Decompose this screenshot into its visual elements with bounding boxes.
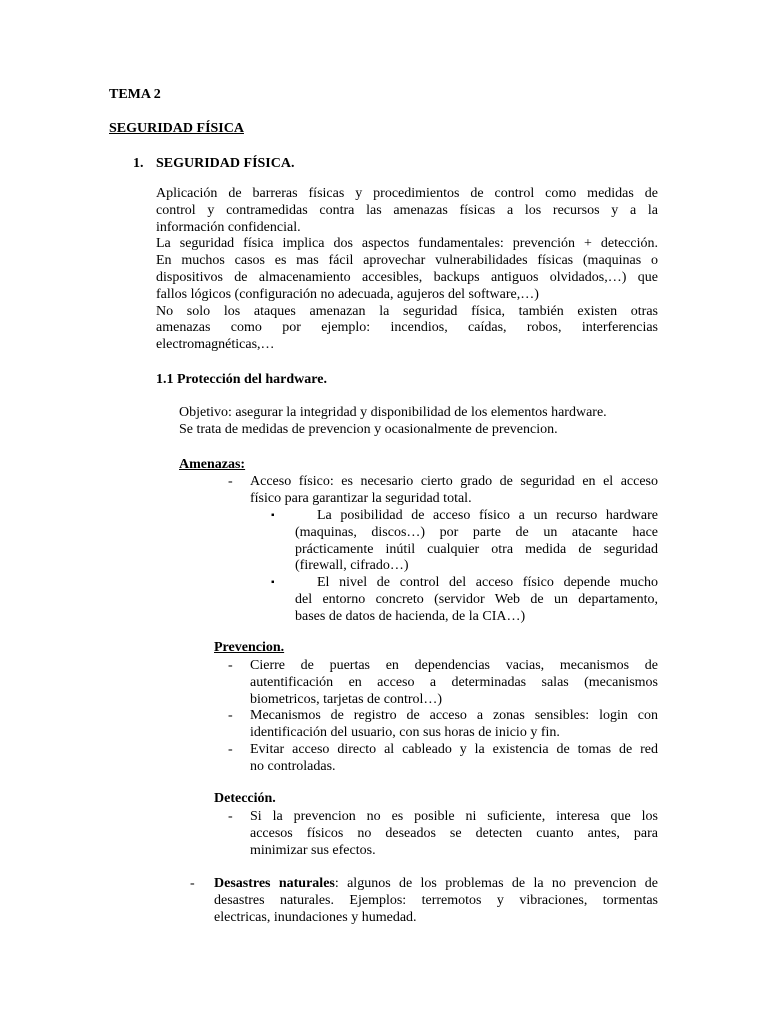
intro-line: amenazas como por ejemplo: incendios, caídas, robos, interferencias [156,320,658,336]
list-line: prácticamente inútil cualquier otra medida de seguridad [295,541,658,557]
prevencion-item-2 [250,708,658,742]
list-line: (maquinas, discos…) por parte de un atacante hace [295,524,658,540]
section-1-1-heading: 1.1 Protección del hardware. [156,372,327,387]
intro-paragraph [156,186,658,354]
amenazas-subitem-1 [295,508,658,575]
list-line [214,876,658,893]
list-line: Acceso físico: es necesario cierto grado de seguridad en el acceso [250,474,658,489]
list-line: no controladas. [250,758,336,774]
list-line: desastres naturales. Ejemplos: terremotos y vibraciones, tormentas [214,892,658,908]
list-line: electricas, inundaciones y humedad. [214,909,417,925]
dash-bullet: - [228,708,233,723]
list-line: La posibilidad de acceso físico a un recurso hardware [317,508,658,523]
dash-bullet: - [228,809,233,824]
deteccion-heading: Detección. [214,791,276,806]
intro-line: control y contramedidas contra las amenazas físicas a los recursos y a la [156,202,658,218]
prevencion-heading: Prevencion. [214,640,285,655]
list-line: Cierre de puertas en dependencias vacias, mecanismos de [250,658,658,673]
intro-line: En muchos casos es mas fácil aprovechar vulnerabilidades físicas (maquinas o [156,253,658,269]
list-line: autentificación en acceso a determinadas salas (mecanismos [250,674,658,690]
list-line: Si la prevencion no es posible ni suficiente, interesa que los [250,809,658,824]
list-line: Mecanismos de registro de acceso a zonas sensibles: login con [250,708,658,723]
list-line: del entorno concreto (servidor Web de un departamento, [295,591,658,607]
objective-line: Objetivo: asegurar la integridad y disponibilidad de los elementos hardware. [179,405,607,420]
objective-paragraph [179,405,607,439]
square-bullet: ▪ [271,577,275,588]
prevencion-item-3 [250,742,658,776]
section-1-number: 1. [133,156,144,171]
intro-line: dispositivos de almacenamiento accesibles, backups antiguos olvidados,…) que [156,269,658,285]
list-line: El nivel de control del acceso físico depende mucho [317,575,658,590]
list-line: minimizar sus efectos. [250,842,376,858]
desastres-naturales-item [214,876,658,926]
desastres-line-rest: : algunos de los problemas de la no prevencion de [334,876,658,891]
intro-line: La seguridad física implica dos aspectos fundamentales: prevención + detección. [156,236,658,252]
amenazas-heading: Amenazas: [179,457,246,472]
dash-bullet: - [228,742,233,757]
list-line: accesos físicos no deseados se detecten cuanto antes, para [250,825,658,841]
list-line: bases de datos de hacienda, de la CIA…) [295,608,526,624]
list-line: Evitar acceso directo al cableado y la existencia de tomas de red [250,742,658,757]
intro-line: Aplicación de barreras físicas y procedimientos de control como medidas de [156,186,658,201]
objective-line: Se trata de medidas de prevencion y ocasionalmente de prevencion. [179,421,558,437]
section-1-heading: SEGURIDAD FÍSICA. [156,156,295,171]
dash-bullet: - [228,658,233,673]
dash-bullet: - [190,876,195,891]
intro-line: información confidencial. [156,219,301,235]
list-line: (firewall, cifrado…) [295,558,409,574]
deteccion-item-1 [250,809,658,859]
amenazas-item-acceso-fisico [250,474,658,508]
document-title: SEGURIDAD FÍSICA [109,121,244,136]
list-line: biometricos, tarjetas de control…) [250,691,443,707]
intro-line: No solo los ataques amenazan la seguridad física, también existen otras [156,303,658,319]
amenazas-subitem-2 [295,575,658,625]
list-line: físico para garantizar la seguridad total. [250,490,472,506]
intro-line: fallos lógicos (configuración no adecuada, agujeros del software,…) [156,286,539,302]
intro-line: electromagnéticas,… [156,337,275,353]
desastres-bold-label: Desastres naturales [214,876,335,891]
square-bullet: ▪ [271,510,275,521]
dash-bullet: - [228,474,233,489]
list-line: identificación del usuario, con sus horas de inicio y fin. [250,724,560,740]
tema-label: TEMA 2 [109,87,161,102]
prevencion-item-1 [250,658,658,708]
